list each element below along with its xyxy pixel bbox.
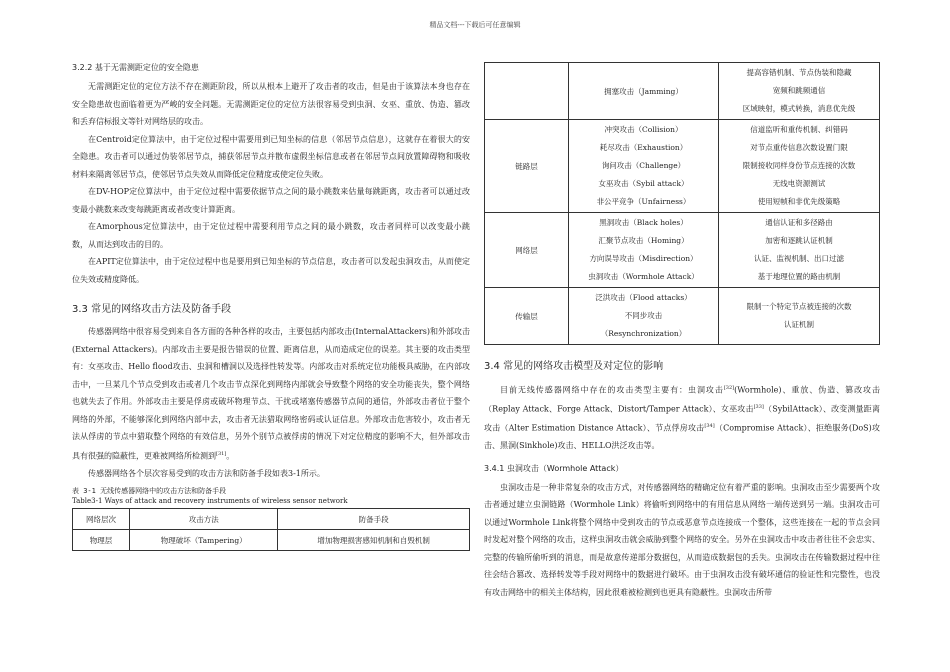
cell-line: 泛洪攻击（Flood attacks） xyxy=(595,293,692,302)
table-cell xyxy=(485,63,569,120)
page-header: 精品文档---下载后可任意编辑 xyxy=(429,21,521,29)
attack-table-part1 xyxy=(72,508,470,551)
cell-line: 虫洞攻击（Wormhole Attack） xyxy=(588,272,699,281)
section-3-3-heading: 3.3 常见的网络攻击方法及防备手段 xyxy=(72,304,232,315)
cell-line: 信道监听和重传机制、纠错码 xyxy=(750,125,848,134)
paragraph-text: 传感器网络中很容易受到来自各方面的各种各样的攻击，主要包括内部攻击(InternalAttackers)和外部攻击(External Attackers)。内部攻击主要是报告错误的位置、距离信息，从而造成定位的误差。其主要的攻击类型有：女巫攻击、Hello flood攻击、虫洞和槽洞以及选择性转发等。内部攻击对系统定位功能极具威胁，在内部攻击中，一旦某几个节点受到攻击或者几个攻击节点深化到网络内部就会导致整个网络的安全功能丧失，整个网络也就失去了作用。外部攻击主要是俘虏或破坏物理节点、干扰或堵塞传感器节点间的通信，外部攻击者位于整个网络的外部，不能够深化到网络内部中去，攻击者无法猎取网络密码或认证信息。外部攻击危害较小，攻击者无法从俘虏的节点中猎取整个网络的有效信息，另外个别节点被俘虏的情况下对定位精度的影响不大，但外部攻击具有很强的隐蔽性，更难被网络所检测到 xyxy=(72,327,470,461)
section-3-4-1-heading: 3.4.1 虫洞攻击（Wormhole Attack） xyxy=(484,463,624,473)
cell-line: 基于地理位置的路由机制 xyxy=(757,272,841,281)
paragraph-text: （Compromise Attack）、拒绝服务(DoS)攻击、黑洞(Sinkhole)攻击、HELLO洪泛攻击等。 xyxy=(484,423,880,451)
cell-line: 限制一个特定节点被连接的次数 xyxy=(746,302,852,311)
table-cell xyxy=(719,213,880,288)
table-row xyxy=(485,120,880,213)
citation: [33] xyxy=(753,404,764,411)
table-caption-en: Table3-1 Ways of attack and recovery instruments of wireless sensor network xyxy=(72,497,348,506)
section-3-4-heading: 3.4 常见的网络攻击模型及对定位的影响 xyxy=(484,361,664,372)
cell-line: 使用短帧和非优先级策略 xyxy=(757,197,841,206)
cell-line: 区域映射，模式转换，消息优先级 xyxy=(742,104,856,113)
table-cell: 拥塞攻击（Jamming） xyxy=(569,63,719,120)
cell-line: 通信认证和多径路由 xyxy=(765,218,833,227)
table-header-row xyxy=(73,509,470,530)
paragraph-text: (Wormhole)、重放、伪造、篡改攻击（Replay Attack、Forge Attack、Distort/Tamper Attack）、女巫攻击 xyxy=(484,385,880,414)
cell-line: 无线电资源测试 xyxy=(772,179,826,188)
paragraph: 在Amorphous定位算法中，由于定位过程中需要利用节点之间的最小跳数，攻击者同样可以改变最小跳数，从而达到攻击的目的。 xyxy=(72,222,470,249)
paragraph: 在DV-HOP定位算法中，由于定位过程中需要依据节点之间的最小跳数来估量每跳距离，攻击者可以通过改变最小跳数来改变每跳距离或者改变计算距离。 xyxy=(72,187,470,214)
paragraph xyxy=(484,380,880,455)
table-row xyxy=(73,530,470,551)
table-row xyxy=(485,63,880,120)
table-cell xyxy=(569,213,719,288)
table-cell: 物理破坏（Tampering） xyxy=(130,530,278,551)
paragraph: 传感器网络中很容易受到来自各方面的各种各样的攻击，主要包括内部攻击(InternalAttackers)和外部攻击(External Attackers)。内部攻击主要是报告错误的位置、距离信息，从而造成定位的误差。其主要的攻击类型有：女巫攻击、Hello flood攻击、虫洞和槽洞以及选择性转发等。内部攻击对系统定位功能极具威胁，在内部攻击中，一旦某几个节点受到攻击或者几个攻击节点深化到网络内部就会导致整个网络的安全功能丧失，整个网络也就失去了作用。外部攻击主要是俘虏或破坏物理节点、干扰或堵塞传感器节点间的通信，外部攻击者位于整个网络的外部，不能够深化到网络内部中去，攻击者无法猎取网络密码或认证信息。外部攻击危害较小，攻击者无法从俘虏的节点中猎取整个网络的有效信息，另外个别节点被俘虏的情况下对定位精度的影响不大，但外部攻击具有很强的隐蔽性，更难被网络所检测到[31]。 xyxy=(72,327,470,461)
citation: [31] xyxy=(216,450,227,457)
attack-table-part2 xyxy=(484,62,880,345)
cell-line: 耗尽攻击（Exhaustion） xyxy=(599,143,688,152)
left-column xyxy=(72,62,470,551)
table-cell xyxy=(719,288,880,345)
table-cell xyxy=(719,120,880,213)
cell-line: 认证、监视机制、出口过滤 xyxy=(754,254,844,263)
paragraph: 在Centroid定位算法中，由于定位过程中需要用到已知坐标的信息（邻居节点信息），这就存在着很大的安全隐患。攻击者可以通过伪装邻居节点，捕获邻居节点并散布虚假坐标信息或者在邻居节点间放置障碍物和吸收材料来隔离邻居节点，使邻居节点失效从而降低定位精度或使定位失败。 xyxy=(72,134,470,179)
table-cell: 物理层 xyxy=(73,530,130,551)
paragraph: 虫洞攻击是一种非常复杂的攻击方式，对传感器网络的精确定位有着严重的影响。虫洞攻击至少需要两个攻击者通过建立虫洞链路（Wormhole Link）将偷听到网络中的有用信息从网络一端传送到另一端。虫洞攻击可以通过Wormhole Link将整个网络中受到攻击的节点或恶意节点连接成一个整体，这些连接在一起的节点会同时发起对整个网络的攻击，这样虫洞攻击就会威胁到整个网络的安全。另外在虫洞攻击中攻击者往往不会忠实、完整的传输所偷听到的消息，而是故意传递部分数据包，从而造成数据包的丢失。虫洞攻击在传输数据过程中往往会结合篡改、选择转发等手段对网络中的数据进行破坏。由于虫洞攻击没有破坏通信的验证性和完整性，也没有攻击网络中的相关主体结构，因此很难被检测到也更具有隐蔽性。虫洞攻击所带 xyxy=(484,482,880,597)
table-caption xyxy=(72,486,470,506)
cell-line: 加密和逐跳认证机制 xyxy=(765,236,833,245)
table-cell xyxy=(569,288,719,345)
table-row xyxy=(485,213,880,288)
paragraph: 无需测距定位的定位方法不存在测距阶段，所以从根本上避开了攻击者的攻击，但是由于该算法本身也存在安全隐患故也面临着更为严峻的安全问题。无需测距定位的定位方法很容易受到虫洞、女巫、重放、伪造、篡改和丢弃信标报文等针对网络层的攻击。 xyxy=(72,82,470,126)
cell-line: 宽频和跳频通信 xyxy=(772,86,826,95)
layer-cell: 网络层 xyxy=(485,213,569,288)
paragraph: 在APIT定位算法中，由于定位过程中也是要用到已知坐标的节点信息，攻击者可以发起虫洞攻击，从而使定位失效或精度降低。 xyxy=(72,257,470,284)
table-cell: 增加物理损害感知机制和自毁机制 xyxy=(278,530,470,551)
cell-line: 黑洞攻击（Black holes） xyxy=(599,218,688,227)
section-3-2-2-heading: 3.2.2 基于无需测距定位的安全隐患 xyxy=(72,63,199,72)
table-cell xyxy=(569,120,719,213)
citation: [32] xyxy=(723,385,735,391)
right-column xyxy=(484,62,880,601)
citation: [34] xyxy=(704,423,715,430)
cell-line: 不同步攻击 xyxy=(624,311,663,320)
table-cell xyxy=(719,63,880,120)
cell-line: 限制接收同样身份节点连接的次数 xyxy=(742,161,856,170)
cell-line: 女巫攻击（Sybil attack） xyxy=(598,179,689,188)
cell-line: 冲突攻击（Collision） xyxy=(604,125,683,134)
cell-line: 对节点重传信息次数设置门限 xyxy=(750,143,848,152)
layer-cell: 传输层 xyxy=(485,288,569,345)
table-header: 网络层次 xyxy=(73,509,130,530)
cell-line: 方向误导攻击（Misdirection） xyxy=(589,254,698,263)
table-header: 攻击方法 xyxy=(130,509,278,530)
layer-cell: 链路层 xyxy=(485,120,569,213)
table-header: 防备手段 xyxy=(278,509,470,530)
cell-line: 汇聚节点攻击（Homing） xyxy=(598,236,689,245)
cell-line: 认证机制 xyxy=(784,320,814,329)
cell-line: （Resynchronization） xyxy=(600,329,687,338)
paragraph: 传感器网络各个层次容易受到的攻击方法和防备手段如表3-1所示。 xyxy=(88,468,325,478)
table-caption-cn: 表 3-1 无线传感器网络中的攻击方法和防备手段 xyxy=(72,487,227,496)
cell-line: 提高容错机制、节点伪装和隐藏 xyxy=(746,68,852,77)
cell-line: 询问攻击（Challenge） xyxy=(601,161,686,170)
paragraph-text: 目前无线传感器网络中存在的攻击类型主要有：虫洞攻击 xyxy=(500,385,724,395)
cell-line: 非公平竞争（Unfairness） xyxy=(596,197,691,206)
paragraph-text: （SybilAttack）、改变测量距离攻击（Alter Estimation Distance Attack）、节点俘房攻击 xyxy=(484,404,880,433)
table-row xyxy=(485,288,880,345)
